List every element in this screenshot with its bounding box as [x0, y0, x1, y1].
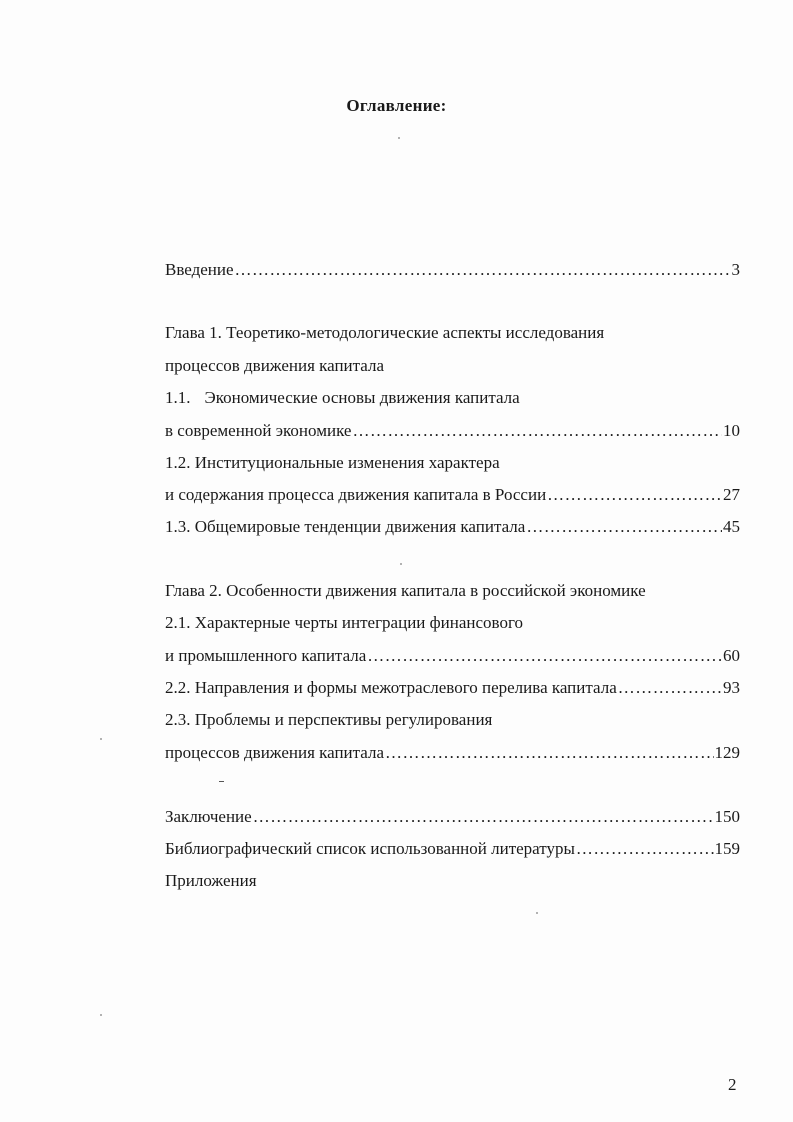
toc-section-1-2-cont	[165, 484, 740, 506]
scan-speck	[398, 137, 400, 139]
toc-section-1-1-title	[165, 387, 520, 409]
toc-page-number: 27	[723, 485, 740, 504]
toc-section-text: Экономические основы движения капитала	[204, 388, 520, 407]
toc-section-1-2-title: 1.2. Институциональные изменения характера	[165, 453, 500, 472]
scan-speck	[400, 563, 402, 565]
toc-section-2-3-cont	[165, 742, 740, 764]
toc-entry-text: процессов движения капитала	[165, 743, 385, 762]
dot-leader	[576, 838, 714, 860]
toc-chapter-2-title: Глава 2. Особенности движения капитала в российской экономике	[165, 581, 646, 600]
toc-page-number: 93	[723, 678, 740, 697]
toc-page-number: 60	[723, 646, 740, 665]
toc-section-1-1-cont	[165, 420, 740, 442]
dot-leader	[385, 742, 713, 764]
toc-page-number: 159	[714, 839, 740, 858]
scan-mark	[219, 781, 224, 782]
toc-chapter-1-title: Глава 1. Теоретико-методологические аспекты исследования	[165, 323, 605, 342]
toc-page-number: 129	[714, 743, 740, 762]
page-number: 2	[728, 1075, 737, 1094]
toc-entry-text: 2.2. Направления и формы межотраслевого перелива капитала	[165, 678, 617, 697]
dot-leader	[235, 259, 731, 281]
toc-entry-bibliography	[165, 838, 740, 860]
toc-entry-text: Введение	[165, 260, 234, 279]
dot-leader	[367, 645, 722, 667]
toc-entry-text: Заключение	[165, 807, 252, 826]
dot-leader	[253, 806, 714, 828]
dot-leader	[547, 484, 722, 506]
toc-entry-conclusion	[165, 806, 740, 828]
toc-section-2-2	[165, 677, 740, 699]
toc-entry-text: и содержания процесса движения капитала в России	[165, 485, 547, 504]
dot-leader	[618, 677, 722, 699]
toc-section-number: 1.1.	[165, 388, 191, 407]
dot-leader	[526, 516, 722, 538]
toc-section-2-1-title: 2.1. Характерные черты интеграции финансового	[165, 613, 524, 632]
toc-page-number: 3	[731, 260, 740, 279]
scan-speck	[100, 738, 102, 740]
toc-entry-text: и промышленного капитала	[165, 646, 367, 665]
toc-entry-text: 1.3. Общемировые тенденции движения капитала	[165, 517, 526, 536]
toc-entry-introduction	[165, 259, 740, 281]
toc-entry-text: в современной экономике	[165, 421, 352, 440]
toc-section-1-3	[165, 516, 740, 538]
toc-entry-text: Библиографический список использованной литературы	[165, 839, 575, 858]
toc-page-number: 10	[723, 421, 740, 440]
toc-heading: Оглавление:	[346, 96, 447, 115]
dot-leader	[352, 420, 722, 442]
scan-speck	[100, 1014, 102, 1016]
toc-page-number: 45	[723, 517, 740, 536]
toc-section-2-3-title: 2.3. Проблемы и перспективы регулирования	[165, 710, 493, 729]
toc-section-2-1-cont	[165, 645, 740, 667]
scan-speck	[536, 912, 538, 914]
toc-chapter-1-title-cont: процессов движения капитала	[165, 356, 385, 375]
toc-page-number: 150	[714, 807, 740, 826]
toc-entry-appendix: Приложения	[165, 871, 257, 890]
